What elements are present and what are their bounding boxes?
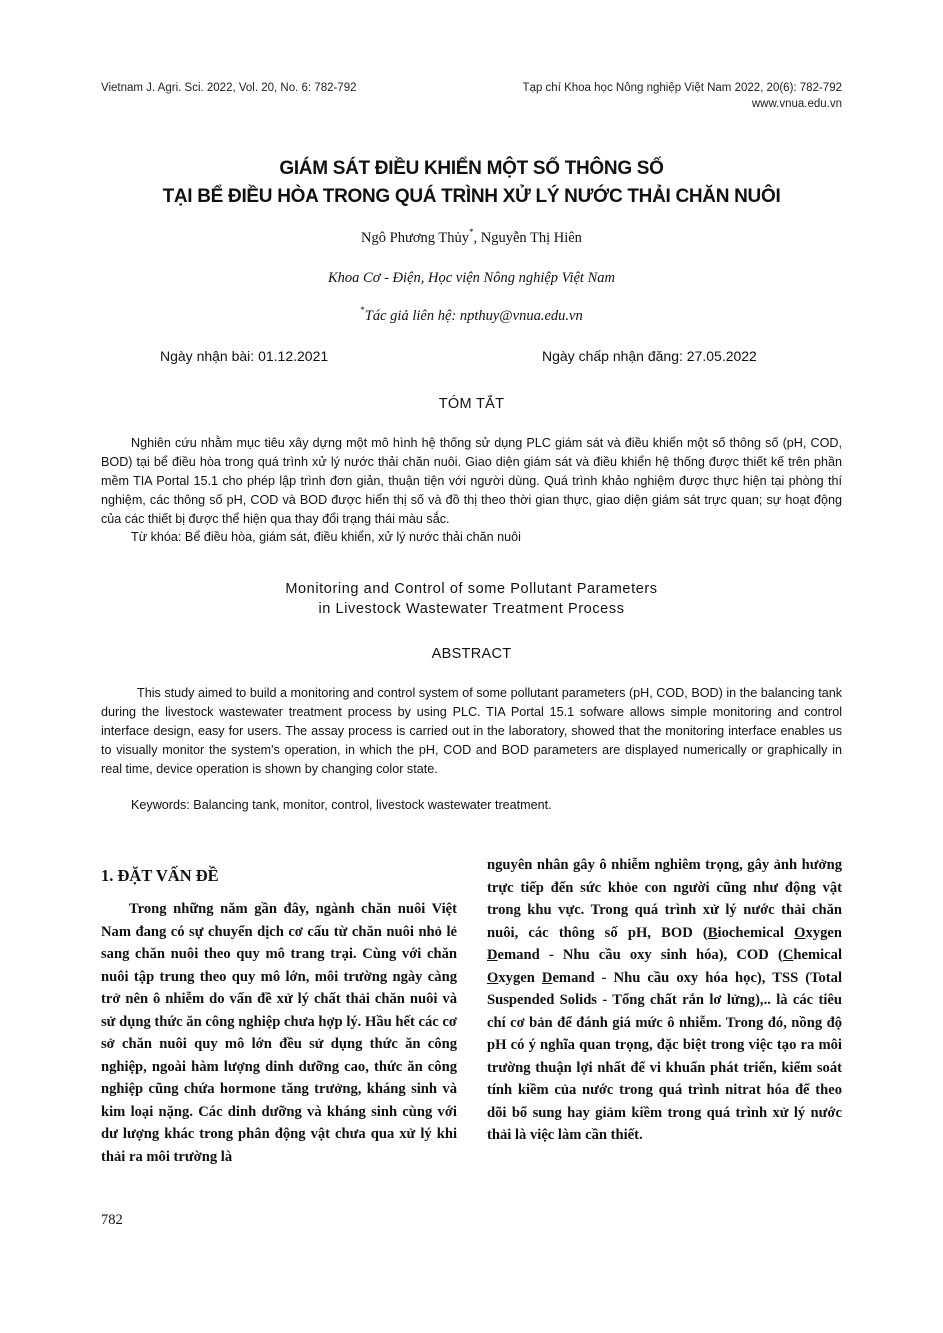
acronym-letter: B xyxy=(707,924,718,941)
corresponding-mark: * xyxy=(360,305,365,315)
right-col-text: hemical xyxy=(793,947,842,963)
body-column-right xyxy=(487,854,842,1147)
right-col-text: emand - Nhu cầu oxy sinh hóa), COD ( xyxy=(497,947,783,963)
corresponding-mark: * xyxy=(468,227,474,237)
page-number: 782 xyxy=(101,1212,123,1228)
paper-title-line1: GIÁM SÁT ĐIỀU KHIỂN MỘT SỐ THÔNG SỐ xyxy=(279,158,664,179)
author-name: Ngô Phương Thủy xyxy=(361,230,469,246)
acronym-letter: D xyxy=(487,947,498,963)
journal-header-left: Vietnam J. Agri. Sci. 2022, Vol. 20, No. 6: 782-792 xyxy=(101,82,357,94)
journal-header-right-line1: Tạp chí Khoa học Nông nghiệp Việt Nam 2022, 20(6): 782-792 xyxy=(522,82,842,94)
acronym-letter: D xyxy=(541,969,553,986)
abstract-heading: ABSTRACT xyxy=(431,646,512,662)
acronym-letter: O xyxy=(794,924,806,941)
paper-title-line2: TẠI BỂ ĐIỀU HÒA TRONG QUÁ TRÌNH XỬ LÝ NƯỚC THẢI CHĂN NUÔI xyxy=(162,186,781,207)
right-col-text: emand - Nhu cầu oxy hóa học), TSS (Total Suspended Solids - Tổng chất rắn lơ lửng),.. là các tiêu chí cơ bản để đánh giá mức ô nhiễm. Trong đó, nồng độ pH có ý nghĩa quan trọng, đặc biệt trong việc tạo ra môi trường thuận lợi nhất để vi khuẩn phát triển, kiểm soát tính kiềm của nước trong quá trình nitrat hóa để theo dõi bổ sung hay giảm kiềm trong quá trình xử lý nước thải là việc làm cần thiết. xyxy=(487,969,842,1143)
english-title-line1: Monitoring and Control of some Pollutant Parameters xyxy=(285,581,658,597)
right-col-text: xygen xyxy=(805,924,842,941)
tomtat-heading: TÓM TẮT xyxy=(438,396,505,412)
journal-header-right xyxy=(523,80,842,112)
accepted-date: Ngày chấp nhận đăng: 27.05.2022 xyxy=(542,348,757,364)
author-name: Nguyễn Thị Hiên xyxy=(480,230,582,246)
received-date: Ngày nhận bài: 01.12.2021 xyxy=(160,348,329,364)
abstract-body: This study aimed to build a monitoring and control system of some pollutant parameters (pH, COD, BOD) in the balancing tank during the livestock wastewater treatment process by using PLC. TIA Portal 15.1 sofware allows simple monitoring and control interface design, easy for users. The assay process is carried out in the laboratory, showed that the monitoring interface enables us to visually monitor the system's operation, in which the pH, COD and BOD parameters are displayed numerically or graphically in real time, device operation is shown by changing color state. xyxy=(101,686,842,776)
corresponding-text: Tác giả liên hệ: npthuy@vnua.edu.vn xyxy=(364,308,583,324)
right-col-text: iochemical xyxy=(717,924,795,941)
author-list xyxy=(101,227,842,247)
author-separator: , xyxy=(473,230,481,246)
corresponding-author xyxy=(101,305,842,325)
journal-website[interactable]: www.vnua.edu.vn xyxy=(751,98,842,110)
section-heading: 1. ĐẶT VẤN ĐỀ xyxy=(101,866,219,885)
acronym-letter: C xyxy=(782,947,794,963)
affiliation: Khoa Cơ - Điện, Học viện Nông nghiệp Việt Nam xyxy=(328,270,615,286)
acronym-letter: O xyxy=(487,969,499,986)
body-column-left: Trong những năm gần đây, ngành chăn nuôi Việt Nam đang có sự chuyển dịch cơ cấu từ chăn nuôi nhỏ lẻ sang chăn nuôi theo quy mô trang trại. Cùng với chăn nuôi tập trung theo quy mô lớn, môi trường ngày càng trở nên ô nhiễm do vấn đề xử lý chất thải chăn nuôi và sử dụng thức ăn công nghiệp chưa hợp lý. Hầu hết các cơ sở chăn nuôi quy mô lớn đều sử dụng thức ăn công nghiệp, ngoài hàm lượng dinh dưỡng cao, thức ăn công nghiệp cũng chứa hormone tăng trưởng, kháng sinh và kim loại nặng. Các dinh dưỡng và kháng sinh cùng với dư lượng khác trong phân động vật chưa qua xử lý khi thải ra môi trường là xyxy=(101,901,457,1165)
tomtat-keywords: Từ khóa: Bể điều hòa, giám sát, điều khiển, xử lý nước thải chăn nuôi xyxy=(131,530,521,544)
tomtat-body: Nghiên cứu nhằm mục tiêu xây dựng một mô hình hệ thống sử dụng PLC giám sát và điều khiển một số thông số (pH, COD, BOD) tại bể điều hòa trong quá trình xử lý nước thải chăn nuôi. Giao diện giám sát và điều khiển hệ thống được thiết kế trên phần mềm TIA Portal 15.1 cho phép lập trình đơn giản, thuận tiện với người dùng. Quá trình khảo nghiệm được thực hiện tại phòng thí nghiệm, các thông số pH, COD và BOD được hiển thị số và đồ thị theo thời gian thực, giao diện giám sát trực quan; sự hoạt động của các thiết bị được thể hiện qua thay đổi trạng thái màu sắc. xyxy=(101,436,842,526)
english-title-line2: in Livestock Wastewater Treatment Process xyxy=(318,601,625,617)
abstract-keywords: Keywords: Balancing tank, monitor, control, livestock wastewater treatment. xyxy=(131,798,552,812)
right-col-text: xygen xyxy=(498,969,542,986)
right-col-text: nguyên nhân gây ô nhiễm nghiêm trọng, gây ảnh hưởng trực tiếp đến sức khỏe con người cũng như động vật trong khu vực. Trong quá trình xử lý nước thải chăn nuôi, các thông số pH, BOD ( xyxy=(487,857,842,941)
